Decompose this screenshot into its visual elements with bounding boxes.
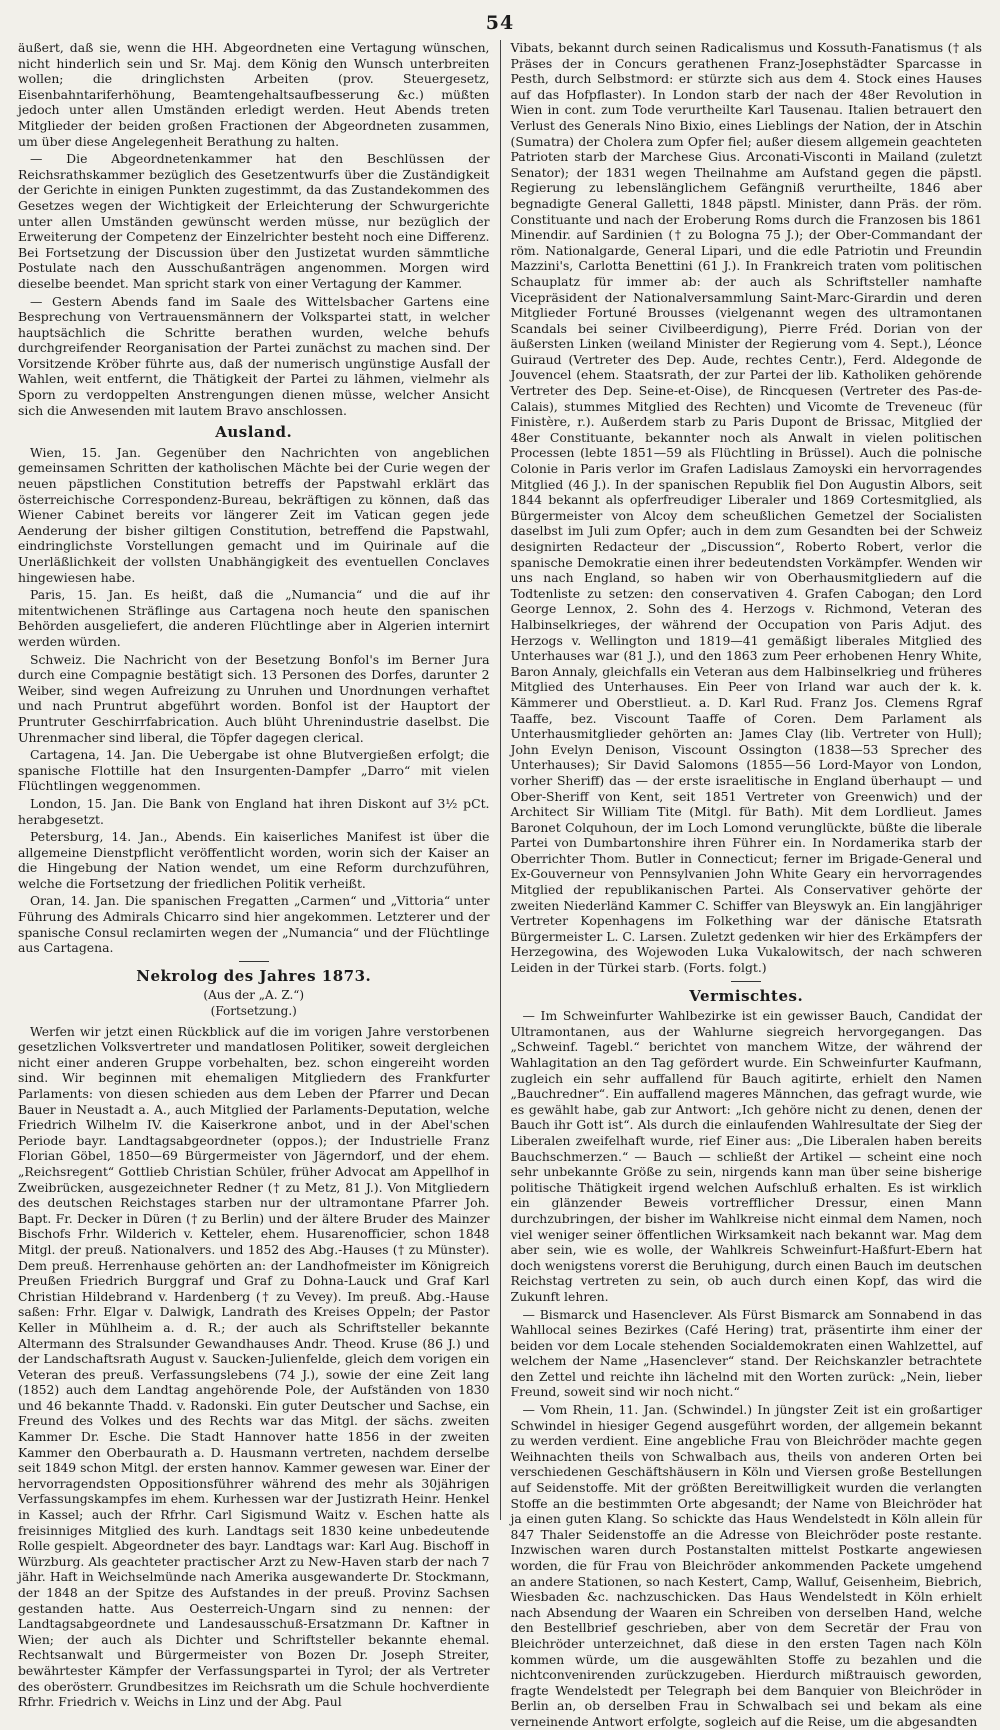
- news-item: — Vom Rhein, 11. Jan. (Schwindel.) In jüngster Zeit ist ein großartiger Schwindel in hiesiger Gegend ausgeführt worden, der allgemein bekannt zu werden verdient. Eine angebliche Frau von Bleichröder machte gegen Weihnachten theils von Schwalbach aus, theils von anderen Orten bei verschiedenen Geschäftshäusern in Köln und Viersen große Bestellungen auf Seidenstoffe. Mit der größten Bereitwilligkeit wurden die verlangten Stoffe an die bestimmten Orte abgesandt; der Name von Bleichröder hat ja einen guten Klang. So schickte das Haus Wendelstedt in Köln allein für 847 Thaler Seidenstoffe an die Adresse von Bleichröder poste restante. Inzwischen waren durch Postanstalten mittelst Postkarte angewiesen worden, die für Frau von Bleichröder ankommenden Packete umgehend an andere Stationen, so nach Kestert, Camp, Walluf, Geisenheim, Biebrich, Wiesbaden &c. nachzuschicken. Das Haus Wendelstedt in Köln erhielt nach Absendung der Waaren ein Schreiben von derselben Hand, welche den Bestellbrief geschrieben, aber von dem Secretär der Frau von Bleichröder unterzeichnet, daß diese in den ersten Tagen nach Köln kommen würde, um die ausgewählten Stoffe zu bezahlen und die nichtconvenirenden zurückzugeben. Hierdurch mißtrauisch geworden, fragte Wendelstedt per Telegraph bei dem Banquier von Bleichröder in Berlin an, ob derselben Frau in Schwalbach sei und bekam als eine verneinende Antwort erfolgte, sogleich auf die Reise, um die abgesandten: [510, 1402, 982, 1729]
- section-heading-nekrolog: Nekrolog des Jahres 1873.: [136, 966, 372, 985]
- page-number: 54: [485, 12, 515, 34]
- news-item: Cartagena, 14. Jan. Die Uebergabe ist ohne Blutvergießen erfolgt; die spanische Flottille hat den Insurgenten-Dampfer „Darro“ mit vielen Flüchtlingen weggenommen.: [18, 747, 490, 794]
- article-paragraph: Vibats, bekannt durch seinen Radicalismus und Kossuth-Fanatismus († als Präses der in Concurs gerathenen Franz-Josephstädter Sparcasse in Pesth, durch Selbstmord: er stürzte sich aus dem 4. Stock eines Hauses auf das Hofpflaster). In London starb der nach der 48er Revolution in Wien in cont. zum Tode verurtheilte Karl Tausenau. Italien betrauert den Verlust des Generals Nino Bixio, eines Lieblings der Nation, der in Atschin (Sumatra) der Cholera zum Opfer fiel; außer diesem allgemein geachteten Patrioten starb der Marchese Gius. Arconati-Visconti in Mailand (zuletzt Senator); der 1831 wegen Theilnahme am Aufstand gegen die päpstl. Regierung zu lebenslänglichem Gefängniß verurtheilte, 1846 aber begnadigte General Galletti, 1848 päpstl. Minister, dann Präs. der röm. Constituante und nach der Eroberung Roms durch die Franzosen bis 1861 Minendir. auf Sardinien († zu Bologna 75 J.); der Ober-Commandant der röm. Nationalgarde, General Lipari, und die edle Patriotin und Freundin Mazzini's, Carlotta Benettini (61 J.). In Frankreich traten vom politischen Schauplatz für immer ab: der auch als Schriftsteller namhafte Vicepräsident der Nationalversammlung Saint-Marc-Girardin und deren Mitglieder Fortuné Brousses (vielgenannt wegen des ultramontanen Scandals bei seiner Civilbeerdigung), Pierre Fréd. Dorian von der äußersten Linken (weiland Minister der Regierung vom 4. Sept.), Léonce Guiraud (Vertreter des Dep. Aude, rechtes Centr.), Ferd. Aldegonde de Jouvencel (ehem. Staatsrath, der zur Partei der lib. Katholiken gehörende Vertreter des Dep. Seine-et-Oise), de Rincquesen (Vertreter des Pas-de-Calais), stummes Mitglied des Rechten) und Vicomte de Treveneuc (für Finistère, r.). Außerdem starb zu Paris Dupont de Brissac, Mitglied der 48er Constituante, bekannter noch als Anwalt in vielen politischen Processen (lebte 1851—59 als Flüchtling in Brüssel). Auch die polnische Colonie in Paris verlor im Grafen Ladislaus Zamoyski ein hervorragendes Mitglied (46 J.). In der spanischen Republik fiel Don Augustin Albors, seit 1844 bekannt als opferfreudiger Liberaler und 1869 Cortesmitglied, als Bürgermeister von Alcoy dem scheußlichen Gemetzel der Socialisten daselbst im Juli zum Opfer; auch in dem zum Gesandten bei der Schweiz designirten Redacteur der „Discussion“, Roberto Robert, verlor die spanische Demokratie einen ihrer bedeutendsten Vorkämpfer. Wenden wir uns nach England, so haben wir von Oberhausmitgliedern auf die Todtenliste zu setzen: den conservativen 4. Grafen Cabogan; den Lord George Lennox, 2. Sohn des 4. Herzogs v. Richmond, Veteran des Halbinselkrieges, der während der Occupation von Paris Adjut. des Herzogs v. Wellington und 1819—41 gemäßigt liberales Mitglied des Unterhauses war (81 J.), und den 1863 zum Peer erhobenen Henry White, Baron Annaly, gleichfalls ein Veteran aus dem Halbinselkrieg und früheres Mitglied des Unterhauses. Ein Peer von Irland war auch der k. k. Kämmerer und Oberstlieut. a. D. Karl Rud. Franz Jos. Clemens Rgraf Taaffe, bez. Viscount Taaffe of Coren. Dem Parlament als Unterhausmitglieder gehörten an: James Clay (lib. Vertreter von Hull); John Evelyn Denison, Viscount Ossington (1838—53 Sprecher des Unterhauses); Sir David Salomons (1855—56 Lord-Mayor von London, vorher Sheriff) das — der erste israelitische in England überhaupt — und Ober-Sheriff von Kent, seit 1851 Vertreter von Greenwich) und der Architect Sir William Tite (Mitgl. für Bath). Mit dem Lordlieut. James Baronet Colquhoun, der im Loch Lomond verunglückte, büßte die liberale Partei von Dumbartonshire ihren Führer ein. In Nordamerika starb der Oberrichter Thom. Butler in Connecticut; ferner im Brigade-General und Ex-Gouverneur von Pennsylvanien John White Geary ein hervorragendes Mitglied der republikanischen Partei. Als Conservativer gehörte der zweiten Niederländ Kammer C. Schiffer van Bleyswyk an. Ein langjähriger Vertreter Kopenhagens im Folkething war der dänische Etatsrath Bürgermeister L. C. Larsen. Zuletzt gedenken wir hier des Erkämpfers der Herzegowina, des Wojewoden Luka Vukalowitsch, der nach schweren Leiden in der Türkei starb. (Forts. folgt.): [510, 40, 982, 976]
- news-item: Petersburg, 14. Jan., Abends. Ein kaiserliches Manifest ist über die allgemeine Dienstpflicht veröffentlicht worden, worin sich der Kaiser an die Hingebung der Nation wendet, um eine Reform durchzuführen, welche die Fortsetzung der friedlichen Politik verheißt.: [18, 829, 490, 891]
- news-item: Schweiz. Die Nachricht von der Besetzung Bonfol's im Berner Jura durch eine Compagnie bestätigt sich. 13 Personen des Dorfes, darunter 2 Weiber, sind wegen Aufreizung zu Unruhen und Unordnungen verhaftet und nach Pruntrut abgeführt worden. Bonfol ist der Hauptort der Pruntruter Geschirrfabrication. Auch blüht Uhrenindustrie daselbst. Die Uhrenmacher sind liberal, die Töpfer dagegen clerical.: [18, 651, 490, 745]
- news-item: Wien, 15. Jan. Gegenüber den Nachrichten von angeblichen gemeinsamen Schritten der katholischen Mächte bei der Curie wegen der neuen päpstlichen Constitution betreffs der Papstwahl erklärt das österreichische Correspondenz-Bureau, bekräftigen zu können, daß das Wiener Cabinet bereits vor längerer Zeit im Vatican gegen jede Aenderung der bisher giltigen Constitution, betreffend die Papstwahl, eindringlichste Vorstellungen gemacht und im Quirinale auf die Unerläßlichkeit der vollsten Unabhängigkeit des eventuellen Conclaves hingewiesen habe.: [18, 444, 490, 585]
- news-item: London, 15. Jan. Die Bank von England hat ihren Diskont auf 3½ pCt. herabgesetzt.: [18, 795, 490, 827]
- news-item: Paris, 15. Jan. Es heißt, daß die „Numancia“ und die auf ihr mitentwichenen Sträflinge aus Cartagena noch heute den spanischen Behörden ausgeliefert, die anderen Flüchtlinge aber in Algerien internirt werden würden.: [18, 587, 490, 649]
- article-paragraph: — Die Abgeordnetenkammer hat den Beschlüssen der Reichsrathskammer bezüglich des Gesetzentwurfs über die Zuständigkeit der Gerichte in einigen Punkten zugestimmt, da das Zustandekommen des Gesetzes wegen der Wichtigkeit der Erleichterung der Schwurgerichte unter allen Umständen gewünscht werden müsse, nur bezüglich der Erweiterung der Competenz der Einzelrichter besteht noch eine Differenz. Bei Fortsetzung der Discussion über den Justizetat wurden sämmtliche Postulate nach den Ausschußanträgen angenommen. Morgen wird dieselbe beendet. Man spricht stark von einer Vertagung der Kammer.: [18, 151, 490, 291]
- article-paragraph: — Gestern Abends fand im Saale des Wittelsbacher Gartens eine Besprechung von Vertrauensmännern der Volkspartei statt, in welcher hauptsächlich die Schritte berathen wurden, welche behufs durchgreifender Reorganisation der Partei zunächst zu machen sind. Der Vorsitzende Kröber führte aus, daß der numerisch ungünstige Ausfall der Wahlen, weit entfernt, die Thätigkeit der Partei zu lähmen, vielmehr als Sporn zu verdoppelten Anstrengungen dienen müsse, welcher Ansicht sich die Anwesenden mit lautem Bravo anschlossen.: [18, 293, 490, 418]
- article-paragraph: Werfen wir jetzt einen Rückblick auf die im vorigen Jahre verstorbenen gesetzlichen Volksvertreter und mandatlosen Politiker, soweit dergleichen nicht einer anderen Gruppe vorbehalten, bez. schon eingereiht worden sind. Wir beginnen mit ehemaligen Mitgliedern des Frankfurter Parlaments: von diesen schieden aus dem Leben der Pfarrer und Decan Bauer in Neustadt a. A., auch Mitglied der Parlaments-Deputation, welche Friedrich Wilhelm IV. die Kaiserkrone anbot, und in der Abel'schen Periode bayr. Landtagsabgeordneter (oppos.); der Industrielle Franz Florian Göbel, 1850—69 Bürgermeister von Jägerndorf, und der ehem. „Reichsregent“ Gottlieb Christian Schüler, früher Advocat am Appellhof in Zweibrücken, ausgezeichneter Redner († zu Metz, 81 J.). Von Mitgliedern des deutschen Reichstages starben nur der ultramontane Pfarrer Joh. Bapt. Fr. Decker in Düren († zu Berlin) und der ältere Bruder des Mainzer Bischofs Frhr. Wilderich v. Ketteler, ehem. Husarenofficier, schon 1848 Mitgl. der preuß. Nationalvers. und 1852 des Abg.-Hauses († zu Münster). Dem preuß. Herrenhause gehörten an: der Landhofmeister im Königreich Preußen Friedrich Burggraf und Graf zu Dohna-Lauck und Graf Karl Christian Hildebrand v. Hardenberg († zu Vevey). Im preuß. Abg.-Hause saßen: Frhr. Elgar v. Dalwigk, Landrath des Kreises Oppeln; der Pastor Keller in Mühlheim a. d. R.; der auch als Schriftsteller bekannte Altermann des Stralsunder Gewandhauses Andr. Theod. Kruse (86 J.) und der Landschaftsrath August v. Saucken-Julienfelde, gleich dem vorigen ein Veteran des preuß. Verfassungslebens (74 J.), sowie der eine Zeit lang (1852) auch dem Landtag angehörende Pole, der Aufständen von 1830 und 46 bekannte Thadd. v. Radonski. Ein guter Deutscher und Sachse, ein Freund des Volkes und des Rechts war das Mitgl. der sächs. zweiten Kammer Dr. Esche. Die Stadt Hannover hatte 1856 in der zweiten Kammer den Oberbaurath a. D. Hausmann vertreten, nachdem derselbe seit 1849 schon Mitgl. der ersten hannov. Kammer gewesen war. Einer der hervorragendsten Oppositionsführer während des mehr als 30jährigen Verfassungskampfes im ehem. Kurhessen war der Justizrath Heinr. Henkel in Kassel; auch der Rfrhr. Carl Sigismund Waitz v. Eschen hatte als freisinniges Mitglied des kurh. Landtags seit 1830 keine unbedeutende Rolle gespielt. Abgeordneter des bayr. Landtags war: Karl Aug. Bischoff in Würzburg. Als geachteter practischer Arzt zu New-Haven starb der nach 7 jähr. Haft in Weichselmünde nach Amerika ausgewanderte Dr. Stockmann, der 1848 an der Spitze des Aufstandes in der preuß. Provinz Sachsen gestanden hatte. Aus Oesterreich-Ungarn sind zu nennen: der Landtagsabgeordnete und Landesausschuß-Ersatzmann Dr. Kaftner in Wien; der auch als Dichter und Schriftsteller bekannte ehemal. Rechtsanwalt und Bürgermeister von Bozen Dr. Joseph Streiter, bewährtester Kämpfer der Verfassungspartei in Tyrol; der als Vertreter des oberösterr. Grundbesitzes im Reichsrath um die Schule hochverdiente Rfrhr. Friedrich v. Weichs in Linz und der Abg. Paul: [18, 1023, 490, 1710]
- news-item: — Im Schweinfurter Wahlbezirke ist ein gewisser Bauch, Candidat der Ultramontanen, aus der Wahlurne siegreich hervorgegangen. Das „Schweinf. Tagebl.“ berichtet von manchem Witze, der während der Wahlagitation an den Tag gefördert wurde. Ein Schweinfurter Kaufmann, zugleich ein sehr auffallend für Bauch agitirte, erhielt den Namen „Bauchredner“. Ein auffallend mageres Männchen, das gefragt wurde, wie es gewählt habe, gab zur Antwort: „Ich gehöre nicht zu denen, denen der Bauch ihr Gott ist“. Als durch die einlaufenden Wahlresultate der Sieg der Liberalen zweifelhaft wurde, rief Einer aus: „Die Liberalen haben bereits Bauchschmerzen.“ — Bauch — schließt der Artikel — scheint eine noch sehr unbekannte Größe zu sein, nirgends kann man über seine bisherige politische Thätigkeit irgend welchen Aufschluß erhalten. Es ist wirklich ein glänzender Beweis vortrefflicher Dressur, einen Mann durchzubringen, der bisher im Wahlkreise nicht einmal dem Namen, noch viel weniger seiner öffentlichen Wirksamkeit nach bekannt war. Mag dem aber sein, wie es wolle, der Wahlkreis Schweinfurt-Haßfurt-Ebern hat doch wenigstens vorerst die Beruhigung, durch einen Bauch im deutschen Reichstag vertreten zu sein, ob auch durch einen Kopf, das wird die Zukunft lehren.: [510, 1008, 982, 1304]
- column-divider: [500, 40, 501, 1520]
- divider: [239, 961, 269, 962]
- left-column: [18, 40, 490, 1710]
- nekrolog-source: (Aus der „A. Z.“): [203, 988, 305, 1003]
- right-column: [510, 40, 983, 1729]
- section-heading-ausland: Ausland.: [215, 423, 293, 442]
- columns: [18, 40, 982, 1729]
- article-paragraph: äußert, daß sie, wenn die HH. Abgeordneten eine Vertagung wünschen, nicht hinderlich sein und Sr. Maj. dem König den Wunsch unterbreiten wollen; die dringlichsten Arbeiten (prov. Steuergesetz, Eisenbahntariferhöhung, Beamtengehaltsaufbesserung &c.) müßten jedoch unter allen Umständen erledigt werden. Heut Abends treten Mitglieder der beiden großen Fractionen der Abgeordneten zusammen, um über diese Angelegenheit Berathung zu halten.: [18, 40, 490, 149]
- nekrolog-continuation: (Fortsetzung.): [210, 1004, 297, 1019]
- divider: [731, 981, 761, 982]
- news-item: Oran, 14. Jan. Die spanischen Fregatten „Carmen“ und „Vittoria“ unter Führung des Admirals Chicarro sind hier angekommen. Letzterer und der spanische Consul reclamirten wegen der „Numancia“ und der Flüchtlinge aus Cartagena.: [18, 893, 490, 956]
- section-heading-vermischtes: Vermischtes.: [689, 986, 804, 1005]
- news-item: — Bismarck und Hasenclever. Als Fürst Bismarck am Sonnabend in das Wahllocal seines Bezirkes (Café Hering) trat, präsentirte ihm einer der beiden vor dem Locale stehenden Socialdemokraten einen Wahlzettel, auf welchem der Name „Hasenclever“ stand. Der Reichskanzler betrachtete den Zettel und reichte ihn lächelnd mit den Worten zurück: „Nein, lieber Freund, soweit sind wir noch nicht.“: [510, 1306, 982, 1400]
